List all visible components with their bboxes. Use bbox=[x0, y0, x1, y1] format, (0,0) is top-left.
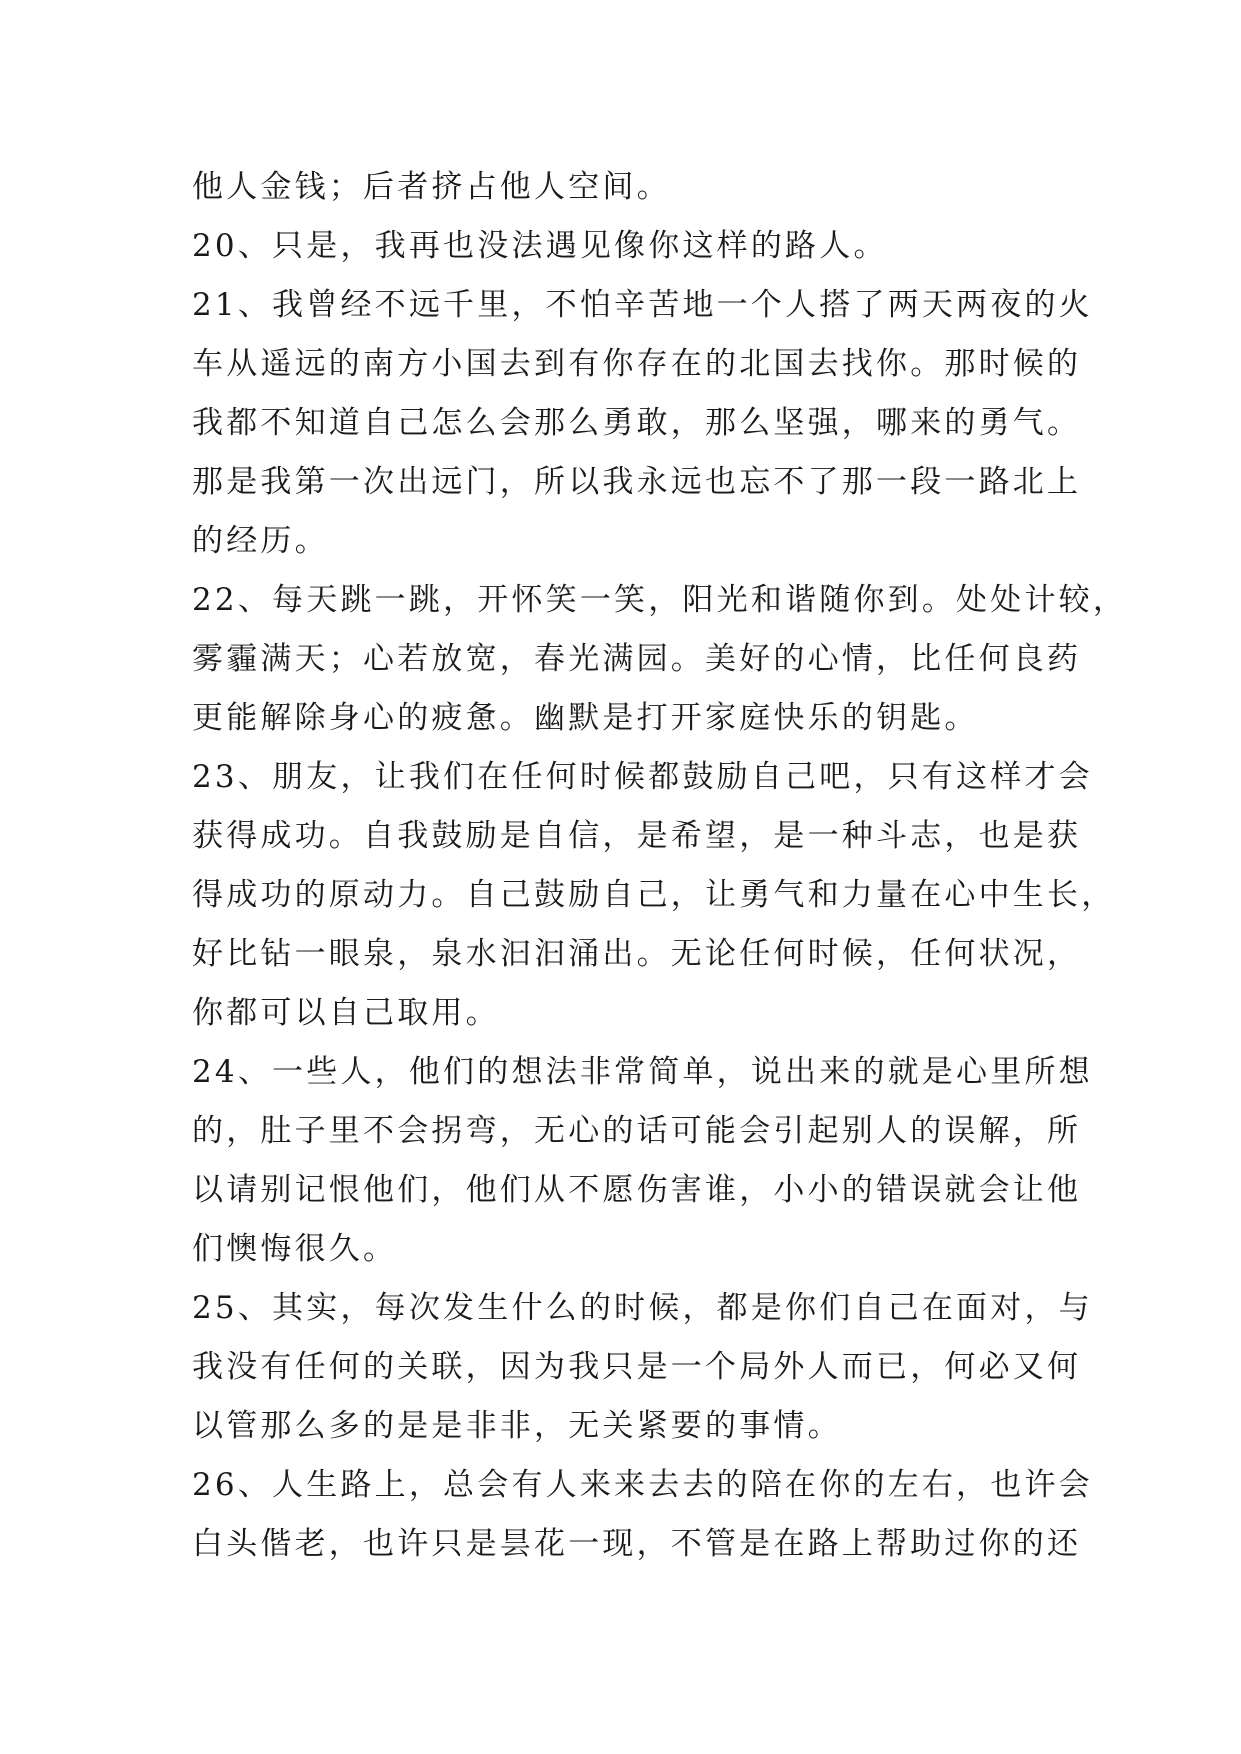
text-line: 以管那么多的是是非非，无关紧要的事情。 bbox=[192, 1408, 842, 1444]
text-line: 雾霾满天；心若放宽，春光满园。美好的心情，比任何良药 bbox=[192, 641, 1082, 677]
text-line: 车从遥远的南方小国去到有你存在的北国去找你。那时候的 bbox=[192, 346, 1082, 382]
text-line: 获得成功。自我鼓励是自信，是希望，是一种斗志，也是获 bbox=[192, 818, 1082, 854]
text-line: 得成功的原动力。自己鼓励自己，让勇气和力量在心中生长， bbox=[192, 877, 1116, 913]
text-line: 好比钻一眼泉，泉水汩汩涌出。无论任何时候，任何状况， bbox=[192, 936, 1082, 972]
text-line: 更能解除身心的疲惫。幽默是打开家庭快乐的钥匙。 bbox=[192, 700, 979, 736]
text-line: 24、一些人，他们的想法非常简单，说出来的就是心里所想 bbox=[192, 1054, 1093, 1090]
text-line: 23、朋友，让我们在任何时候都鼓励自己吧，只有这样才会 bbox=[192, 759, 1093, 795]
text-line: 你都可以自己取用。 bbox=[192, 995, 500, 1031]
text-line: 们懊悔很久。 bbox=[192, 1231, 398, 1267]
text-line: 的，肚子里不会拐弯，无心的话可能会引起别人的误解，所 bbox=[192, 1113, 1082, 1149]
body-text bbox=[192, 158, 1128, 1574]
text-line: 那是我第一次出远门，所以我永远也忘不了那一段一路北上 bbox=[192, 464, 1082, 500]
text-line: 21、我曾经不远千里，不怕辛苦地一个人搭了两天两夜的火 bbox=[192, 287, 1093, 323]
text-line: 25、其实，每次发生什么的时候，都是你们自己在面对，与 bbox=[192, 1290, 1093, 1326]
text-line: 白头偕老，也许只是昙花一现，不管是在路上帮助过你的还 bbox=[192, 1526, 1082, 1562]
text-line: 以请别记恨他们，他们从不愿伤害谁，小小的错误就会让他 bbox=[192, 1172, 1082, 1208]
text-line: 22、每天跳一跳，开怀笑一笑，阳光和谐随你到。处处计较， bbox=[192, 582, 1128, 618]
text-line: 我没有任何的关联，因为我只是一个局外人而已，何必又何 bbox=[192, 1349, 1082, 1385]
text-line: 26、人生路上，总会有人来来去去的陪在你的左右，也许会 bbox=[192, 1467, 1093, 1503]
text-line: 他人金钱；后者挤占他人空间。 bbox=[192, 169, 671, 205]
text-line: 我都不知道自己怎么会那么勇敢，那么坚强，哪来的勇气。 bbox=[192, 405, 1082, 441]
text-line: 的经历。 bbox=[192, 523, 329, 559]
text-line: 20、只是，我再也没法遇见像你这样的路人。 bbox=[192, 228, 888, 264]
